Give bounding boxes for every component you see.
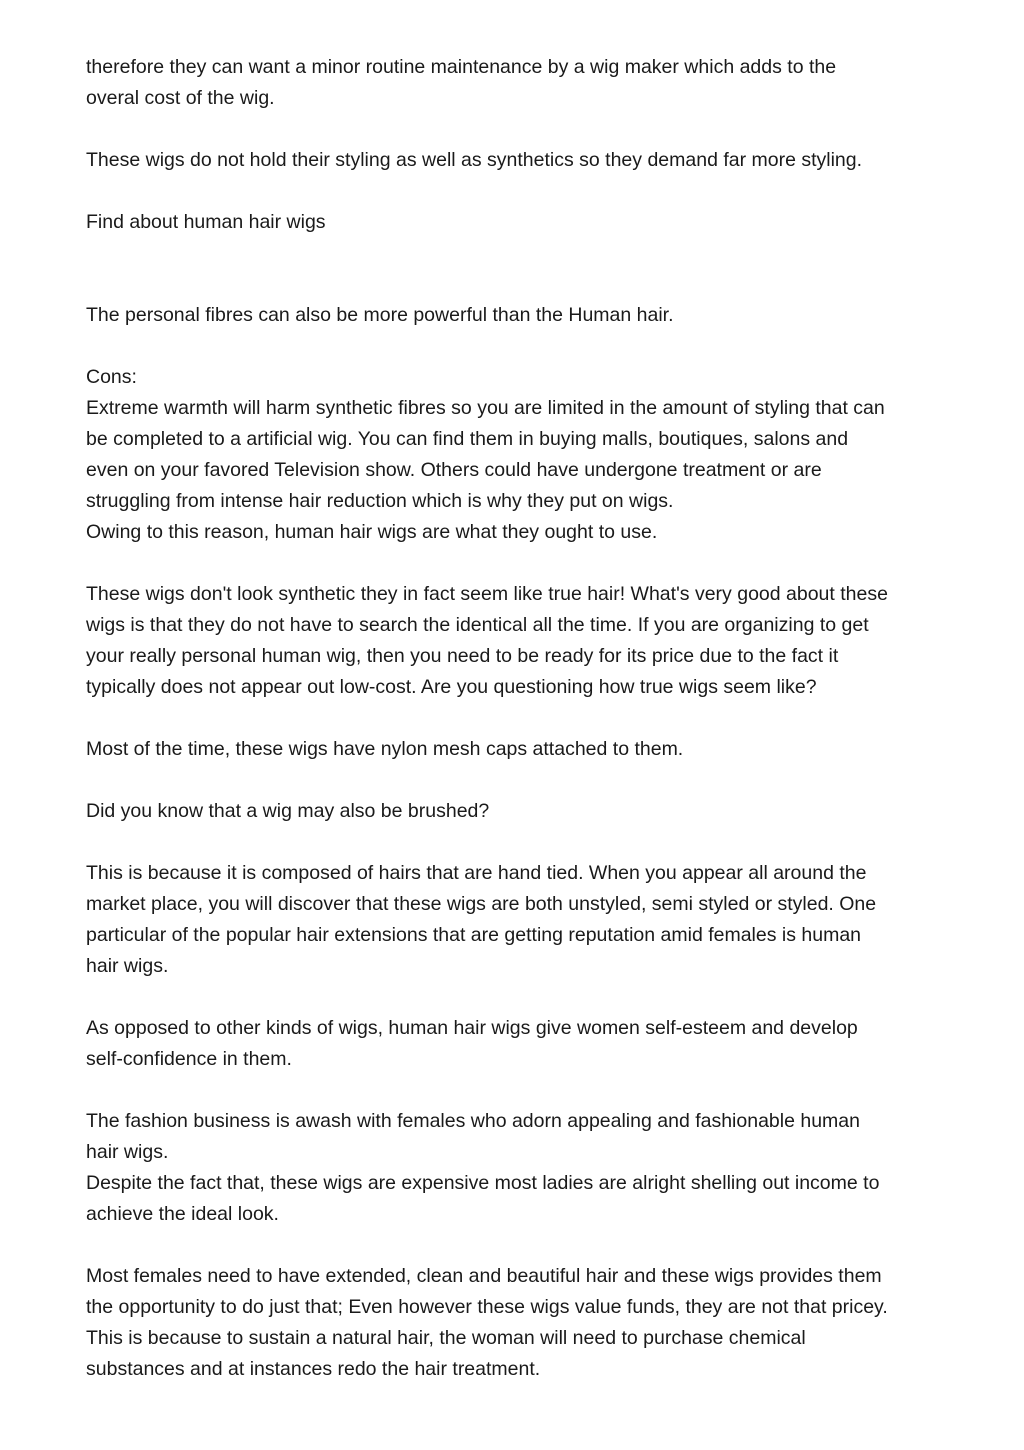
paragraph-gap <box>86 703 956 734</box>
paragraph-gap <box>86 827 956 858</box>
text-line: the opportunity to do just that; Even however these wigs value funds, they are not that pricey. <box>86 1296 888 1318</box>
text-line: This is because to sustain a natural hair, the woman will need to purchase chemical <box>86 1327 806 1349</box>
paragraph-gap <box>86 114 956 145</box>
paragraph-gap <box>86 765 956 796</box>
paragraph-hand-tied <box>86 858 956 982</box>
text-line: As opposed to other kinds of wigs, human hair wigs give women self-esteem and develop <box>86 1017 858 1039</box>
paragraph-fashion-business <box>86 1106 956 1230</box>
paragraph-gap <box>86 331 956 362</box>
text-line: Did you know that a wig may also be brushed? <box>86 800 490 822</box>
text-line: Owing to this reason, human hair wigs are what they ought to use. <box>86 521 658 543</box>
text-line: substances and at instances redo the hair treatment. <box>86 1358 541 1380</box>
text-line: be completed to a artificial wig. You can find them in buying malls, boutiques, salons and <box>86 428 849 450</box>
text-line: The personal fibres can also be more powerful than the Human hair. <box>86 304 674 326</box>
text-line: overal cost of the wig. <box>86 87 275 109</box>
text-line: achieve the ideal look. <box>86 1203 279 1225</box>
text-line: hair wigs. <box>86 1141 169 1163</box>
paragraph-gap <box>86 176 956 207</box>
text-line: Most of the time, these wigs have nylon mesh caps attached to them. <box>86 738 684 760</box>
text-line: Extreme warmth will harm synthetic fibres so you are limited in the amount of styling that can <box>86 397 885 419</box>
text-line: Find about human hair wigs <box>86 211 326 233</box>
text-line: hair wigs. <box>86 955 169 977</box>
text-line: your really personal human wig, then you need to be ready for its price due to the fact it <box>86 645 839 667</box>
text-line: Despite the fact that, these wigs are expensive most ladies are alright shelling out income to <box>86 1172 880 1194</box>
text-line: Most females need to have extended, clean and beautiful hair and these wigs provides them <box>86 1265 882 1287</box>
paragraph-true-hair <box>86 579 956 703</box>
paragraph-self-esteem <box>86 1013 956 1075</box>
paragraph-beautiful-hair <box>86 1261 956 1385</box>
text-line: These wigs don't look synthetic they in fact seem like true hair! What's very good about these <box>86 583 888 605</box>
text-line: These wigs do not hold their styling as well as synthetics so they demand far more styling. <box>86 149 863 171</box>
text-line: market place, you will discover that these wigs are both unstyled, semi styled or styled. One <box>86 893 877 915</box>
paragraph-maintenance <box>86 52 956 114</box>
text-line: therefore they can want a minor routine maintenance by a wig maker which adds to the <box>86 56 837 78</box>
document-page <box>86 52 956 1385</box>
text-line: self-confidence in them. <box>86 1048 292 1070</box>
paragraph-gap <box>86 982 956 1013</box>
paragraph-nylon-caps <box>86 734 956 765</box>
text-line: typically does not appear out low-cost. Are you questioning how true wigs seem like? <box>86 676 817 698</box>
paragraph-personal-fibres <box>86 300 956 331</box>
paragraph-cons <box>86 362 956 548</box>
text-line: This is because it is composed of hairs that are hand tied. When you appear all around the <box>86 862 867 884</box>
paragraph-find-about <box>86 207 956 238</box>
text-line: particular of the popular hair extensions that are getting reputation amid females is human <box>86 924 862 946</box>
text-line: struggling from intense hair reduction which is why they put on wigs. <box>86 490 674 512</box>
text-line: wigs is that they do not have to search the identical all the time. If you are organizing to get <box>86 614 869 636</box>
text-line: The fashion business is awash with females who adorn appealing and fashionable human <box>86 1110 860 1132</box>
paragraph-brushed <box>86 796 956 827</box>
paragraph-gap <box>86 238 956 300</box>
paragraph-gap <box>86 1230 956 1261</box>
text-line: even on your favored Television show. Others could have undergone treatment or are <box>86 459 822 481</box>
paragraph-gap <box>86 1075 956 1106</box>
paragraph-gap <box>86 548 956 579</box>
paragraph-styling <box>86 145 956 176</box>
text-line: Cons: <box>86 366 137 388</box>
